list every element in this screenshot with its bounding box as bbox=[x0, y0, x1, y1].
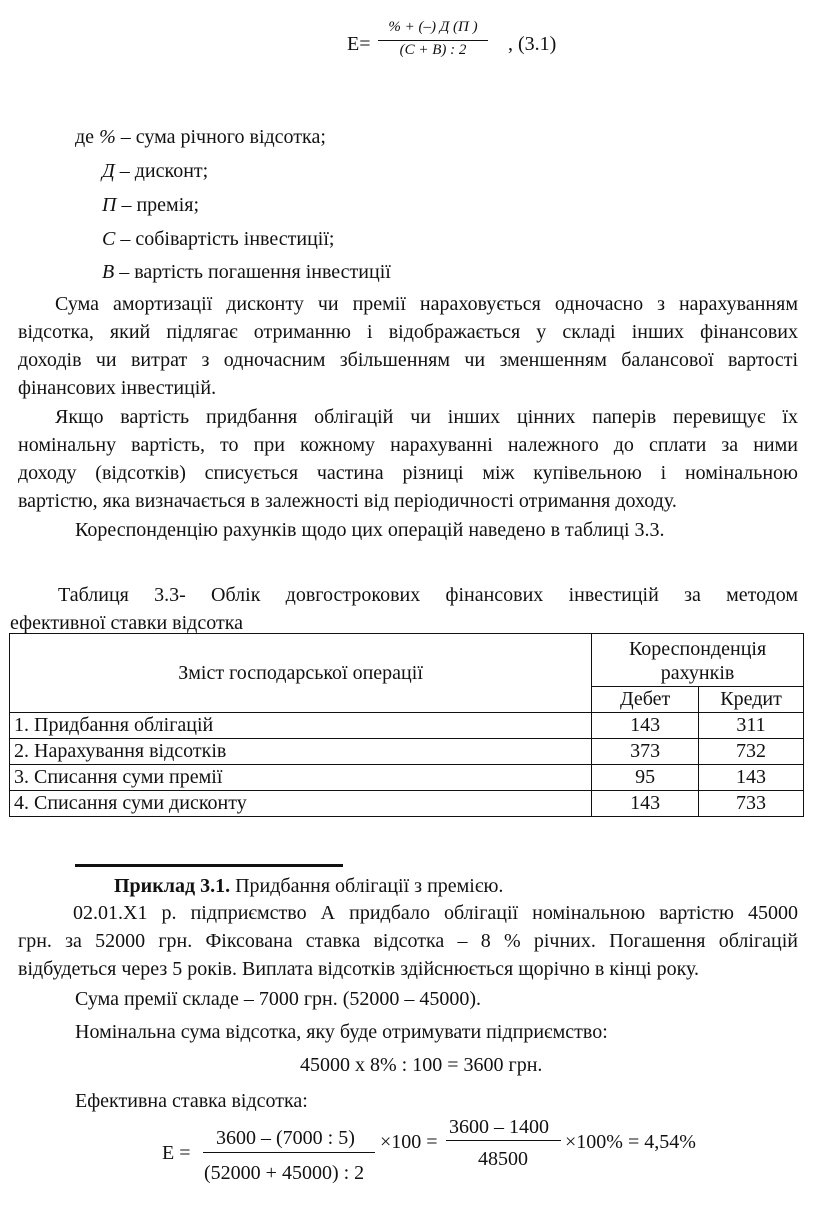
example-title-bold: Приклад 3.1. bbox=[114, 875, 231, 897]
cell-debit: 95 bbox=[592, 765, 699, 791]
legend-intro: де bbox=[75, 126, 95, 148]
cell-credit: 143 bbox=[699, 765, 804, 791]
legend-text: – вартість погашення інвестиції bbox=[114, 261, 391, 283]
cell-credit: 311 bbox=[699, 713, 804, 739]
formula-final-fraction-line-1 bbox=[203, 1152, 375, 1153]
paragraph-line: вартістю, яка визначається в залежності від періодичності отримання доходу. bbox=[18, 490, 677, 512]
paragraph-line: відбудеться через 5 років. Виплата відсотків здійснюється щорічно в кінці року. bbox=[18, 958, 700, 980]
header-credit: Кредит bbox=[699, 687, 804, 713]
paragraph-purchase-excess bbox=[18, 403, 798, 515]
formula-3-1-numerator: % + (–) Д (П ) bbox=[388, 19, 478, 35]
legend-text: – дисконт; bbox=[114, 160, 209, 182]
paragraph-line: Якщо вартість придбання облігацій чи інших цінних паперів перевищує їх bbox=[55, 406, 798, 428]
cell-debit: 143 bbox=[592, 791, 699, 817]
cell-operation: 1. Придбання облігацій bbox=[10, 713, 592, 739]
formula-3-1-denominator: (С + В) : 2 bbox=[399, 42, 467, 58]
legend-symbol: % bbox=[99, 126, 116, 148]
formula-final-mul1: ×100 = bbox=[380, 1131, 438, 1153]
legend-symbol: П bbox=[102, 194, 117, 216]
cell-operation: 2. Нарахування відсотків bbox=[10, 739, 592, 765]
legend-text: – сума річного відсотка; bbox=[115, 126, 326, 148]
table-caption-line: Таблиця 3.3- Облік довгострокових фінансових інвестицій за методом bbox=[58, 584, 798, 606]
example-effective-intro: Ефективна ставка відсотка: bbox=[75, 1090, 308, 1112]
paragraph-amortization bbox=[18, 290, 798, 402]
cell-credit: 733 bbox=[699, 791, 804, 817]
paragraph-line: фінансових інвестицій. bbox=[18, 377, 217, 399]
formula-3-1-fraction-line bbox=[378, 40, 488, 41]
paragraph-line: 02.01.Х1 р. підприємство А придбало облігації номінальною вартістю 45000 bbox=[73, 902, 798, 924]
paragraph-line: грн. за 52000 грн. Фіксована ставка відсотка – 8 % річних. Погашення облігацій bbox=[18, 930, 798, 952]
cell-debit: 373 bbox=[592, 739, 699, 765]
cell-operation: 3. Списання суми премії bbox=[10, 765, 592, 791]
formula-3-1-lhs: Е= bbox=[347, 33, 371, 55]
legend-symbol: С bbox=[102, 228, 116, 250]
cell-operation: 4. Списання суми дисконту bbox=[10, 791, 592, 817]
legend-symbol: Д bbox=[102, 160, 115, 182]
legend-text: – собівартість інвестиції; bbox=[115, 228, 335, 250]
table-row bbox=[10, 765, 804, 791]
paragraph-line: доходів чи витрат з одночасним збільшенням чи зменшенням балансової вартості bbox=[18, 349, 798, 371]
header-correspondence-line1: Кореспонденція bbox=[628, 638, 767, 660]
formula-final-fraction-line-2 bbox=[446, 1140, 561, 1141]
cell-debit: 143 bbox=[592, 713, 699, 739]
table-caption bbox=[10, 581, 798, 637]
table-row bbox=[10, 791, 804, 817]
legend-line-discount bbox=[102, 157, 208, 185]
header-correspondence-line2: рахунків bbox=[660, 662, 735, 684]
header-debit: Дебет bbox=[592, 687, 699, 713]
example-paragraph bbox=[18, 899, 798, 983]
formula-final-result: ×100% = 4,54% bbox=[565, 1131, 696, 1153]
table-caption-line: ефективної ставки відсотка bbox=[10, 612, 243, 634]
legend-text: – премія; bbox=[116, 194, 200, 216]
section-divider bbox=[75, 864, 343, 867]
formula-3-1-number: , (3.1) bbox=[508, 33, 557, 55]
formula-final-num2: 3600 – 1400 bbox=[449, 1116, 549, 1138]
header-correspondence bbox=[592, 634, 804, 687]
table-header-row bbox=[10, 634, 804, 687]
legend-line-cost bbox=[102, 225, 334, 253]
legend-line-percent bbox=[75, 123, 326, 151]
table-row bbox=[10, 739, 804, 765]
operations-table bbox=[9, 633, 804, 817]
example-premium: Сума премії складе – 7000 грн. (52000 – 45000). bbox=[75, 988, 482, 1010]
formula-final-num1: 3600 – (7000 : 5) bbox=[216, 1127, 355, 1149]
example-nominal-intro: Номінальна сума відсотка, яку буде отримувати підприємство: bbox=[75, 1021, 608, 1043]
legend-symbol: В bbox=[102, 261, 115, 283]
example-title bbox=[114, 872, 503, 900]
formula-final-den2: 48500 bbox=[478, 1148, 528, 1170]
example-title-rest: Придбання облігації з премією. bbox=[230, 875, 504, 897]
cell-credit: 732 bbox=[699, 739, 804, 765]
formula-final-den1: (52000 + 45000) : 2 bbox=[204, 1162, 365, 1184]
paragraph-line: доходу (відсотків) списується частина різниці між купівельною і номінальною bbox=[18, 462, 798, 484]
paragraph-line: Сума амортизації дисконту чи премії нараховується одночасно з нарахуванням bbox=[55, 293, 798, 315]
formula-final-lhs: Е = bbox=[162, 1142, 191, 1164]
paragraph-correspondence: Кореспонденцію рахунків щодо цих операцій наведено в таблиці 3.3. bbox=[75, 519, 665, 541]
legend-line-redemption bbox=[102, 258, 391, 286]
paragraph-line: номінальну вартість, то при кожному нарахуванні належного до сплати за ними bbox=[18, 434, 798, 456]
legend-line-premium bbox=[102, 191, 199, 219]
header-content: Зміст господарської операції bbox=[10, 634, 592, 713]
example-nominal-calc: 45000 х 8% : 100 = 3600 грн. bbox=[300, 1054, 543, 1076]
paragraph-line: відсотка, який підлягає отриманню і відображається у складі інших фінансових bbox=[18, 321, 798, 343]
table-row bbox=[10, 713, 804, 739]
